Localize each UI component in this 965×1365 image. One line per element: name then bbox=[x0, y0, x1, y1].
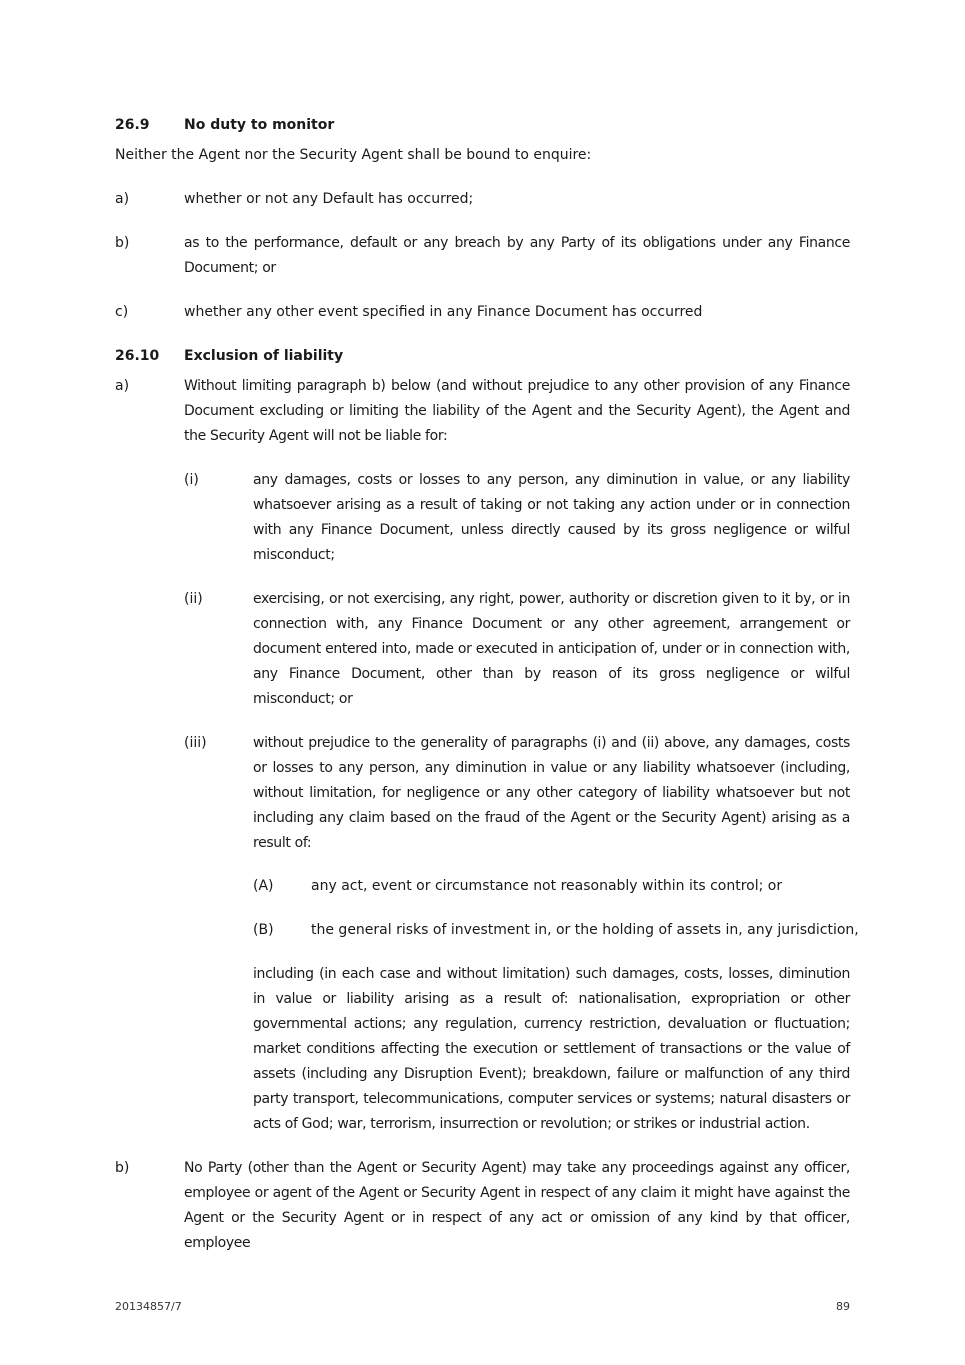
page-number: 89 bbox=[836, 1300, 850, 1313]
sub-item-text: any damages, costs or losses to any person, any diminution in value, or any liability whatsoever arising as a result of taking or not taking any action under or in connection with any Finance Document, unless directly caused by its gross negligence or wilful misconduct; bbox=[253, 472, 850, 563]
sub-item-label: (i) bbox=[184, 472, 199, 488]
section-intro: Neither the Agent nor the Security Agent shall be bound to enquire: bbox=[115, 147, 592, 163]
subsub-item-label: (A) bbox=[253, 878, 274, 894]
list-item-text: No Party (other than the Agent or Security Agent) may take any proceedings against any officer, employee or agent of the Agent or Security Agent in respect of any claim it might have against the Agent or the Security Agent or in respect of any act or omission of any kind by that officer, employee bbox=[184, 1160, 850, 1251]
document-reference: 20134857/7 bbox=[115, 1300, 182, 1313]
continuation-paragraph: including (in each case and without limitation) such damages, costs, losses, diminution in value or liability arising as a result of: nationalisation, expropriation or other governmental actions; any regulation, currency restriction, devaluation or fluctuation; market conditions affecting the execution or settlement of transactions or the value of assets (including any Disruption Event); breakdown, failure or malfunction of any third party transport, telecommunications, computer services or systems; natural disasters or acts of God; war, terrorism, insurrection or revolution; or strikes or industrial action. bbox=[253, 966, 850, 1132]
list-item-text: whether any other event specified in any Finance Document has occurred bbox=[184, 304, 703, 320]
sub-item-text: without prejudice to the generality of paragraphs (i) and (ii) above, any damages, costs or losses to any person, any diminution in value or any liability whatsoever (including, without limitation, for negligence or any other category of liability whatsoever but not including any claim based on the fraud of the Agent or the Security Agent) arising as a result of: bbox=[253, 735, 850, 851]
section-title: No duty to monitor bbox=[184, 117, 335, 133]
sub-item-text: exercising, or not exercising, any right, power, authority or discretion given to it by, or in connection with, any Finance Document or any other agreement, arrangement or document entered into, made or executed in anticipation of, under or in connection with, any Finance Document, other than by reason of its gross negligence or wilful misconduct; or bbox=[253, 591, 850, 707]
list-item-label: b) bbox=[115, 235, 130, 251]
section-number: 26.9 bbox=[115, 117, 150, 133]
list-item-label: c) bbox=[115, 304, 129, 320]
list-item-text: whether or not any Default has occurred; bbox=[184, 191, 474, 207]
subsub-item-text: any act, event or circumstance not reasonably within its control; or bbox=[311, 878, 783, 894]
list-item-label: a) bbox=[115, 378, 130, 394]
sub-item-label: (iii) bbox=[184, 735, 207, 751]
list-item-text: as to the performance, default or any breach by any Party of its obligations under any Finance Document; or bbox=[184, 235, 850, 276]
section-title: Exclusion of liability bbox=[184, 348, 344, 364]
subsub-item-label: (B) bbox=[253, 922, 274, 938]
sub-item-label: (ii) bbox=[184, 591, 203, 607]
section-number: 26.10 bbox=[115, 348, 160, 364]
list-item-text: Without limiting paragraph b) below (and without prejudice to any other provision of any Finance Document excluding or limiting the liability of the Agent and the Security Agent), the Agent and the Security Agent will not be liable for: bbox=[184, 378, 850, 444]
list-item-label: a) bbox=[115, 191, 130, 207]
list-item-label: b) bbox=[115, 1160, 130, 1176]
subsub-item-text: the general risks of investment in, or the holding of assets in, any jurisdiction, bbox=[311, 922, 859, 938]
